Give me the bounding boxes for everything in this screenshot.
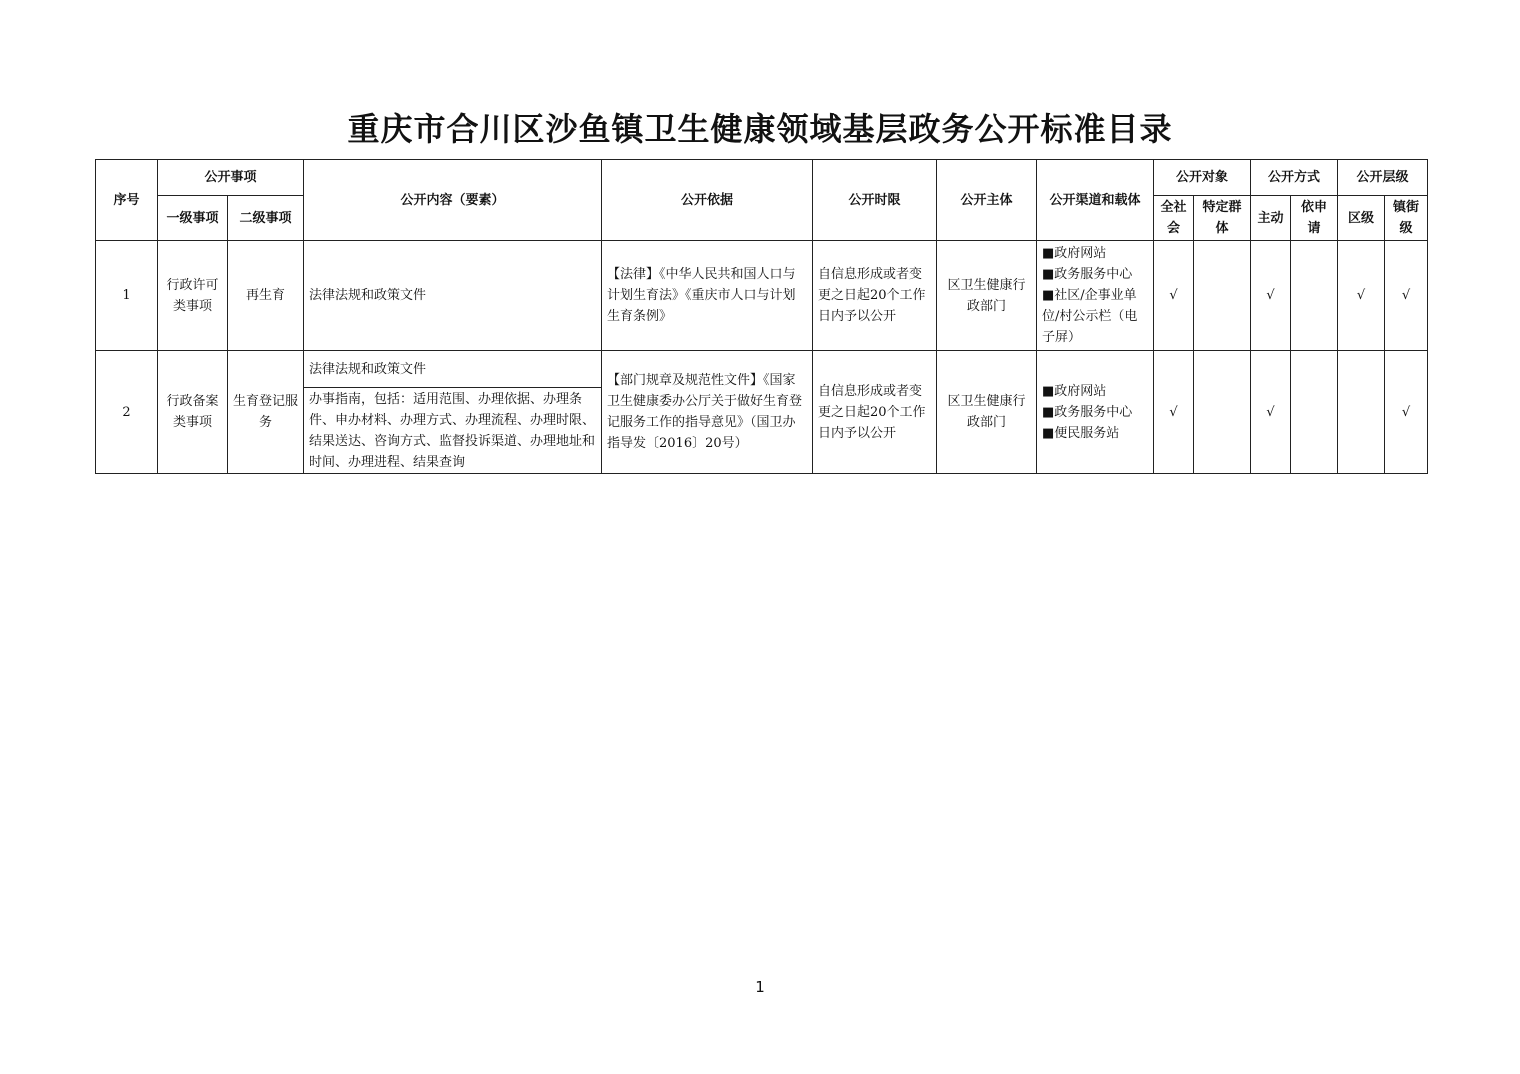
row-channels: [1037, 351, 1154, 474]
row-channels: [1037, 241, 1154, 351]
channel-item: ■政务服务中心: [1042, 404, 1133, 420]
channel-item: ■政务服务中心: [1042, 267, 1133, 282]
check-level-town: √: [1385, 241, 1428, 351]
header-mode: 公开方式: [1251, 160, 1338, 196]
check-target-all: √: [1154, 351, 1194, 474]
header-level-district: 区级: [1338, 196, 1385, 241]
row-basis: 【法律】《中华人民共和国人口与计划生育法》《重庆市人口与计划生育条例》: [602, 241, 813, 351]
check-mode-active: √: [1251, 351, 1291, 474]
check-level-town: √: [1385, 351, 1428, 474]
channel-item: ■社区/企事业单位/村公示栏（电子屏）: [1042, 288, 1138, 345]
header-basis: 公开依据: [602, 160, 813, 241]
check-level-district: [1338, 351, 1385, 474]
header-level1: 一级事项: [158, 196, 228, 241]
check-mode-request: [1291, 351, 1338, 474]
catalog-table: [95, 159, 1428, 474]
row-period: 自信息形成或者变更之日起20个工作日内予以公开: [813, 241, 937, 351]
check-target-specific: [1194, 351, 1251, 474]
header-level2: 二级事项: [228, 196, 304, 241]
header-level: 公开层级: [1338, 160, 1428, 196]
check-target-all: √: [1154, 241, 1194, 351]
check-mode-active: √: [1251, 241, 1291, 351]
channel-item: ■便民服务站: [1042, 425, 1120, 441]
row-basis: 【部门规章及规范性文件】《国家卫生健康委办公厅关于做好生育登记服务工作的指导意见》（国卫办指导发〔2016〕20号）: [602, 351, 813, 474]
row-subject: 区卫生健康行政部门: [937, 241, 1037, 351]
row-level2: 再生育: [228, 241, 304, 351]
table-row: [96, 351, 1428, 388]
header-target: 公开对象: [1154, 160, 1251, 196]
header-subject: 公开主体: [937, 160, 1037, 241]
header-period: 公开时限: [813, 160, 937, 241]
row-content: 法律法规和政策文件: [304, 351, 602, 388]
header-mode-active: 主动: [1251, 196, 1291, 241]
document-title: 重庆市合川区沙鱼镇卫生健康领域基层政务公开标准目录: [347, 110, 1173, 148]
check-target-specific: [1194, 241, 1251, 351]
header-level-town: 镇街级: [1385, 196, 1428, 241]
check-mode-request: [1291, 241, 1338, 351]
row-content: 法律法规和政策文件: [304, 241, 602, 351]
channel-item: ■政府网站: [1042, 383, 1107, 399]
page-number: 1: [755, 978, 765, 996]
row-level2: 生育登记服务: [228, 351, 304, 474]
header-seq: 序号: [96, 160, 158, 241]
row-level1: 行政许可类事项: [158, 241, 228, 351]
row-period: 自信息形成或者变更之日起20个工作日内予以公开: [813, 351, 937, 474]
channel-item: ■政府网站: [1042, 246, 1107, 261]
row-seq: 2: [96, 351, 158, 474]
check-level-district: √: [1338, 241, 1385, 351]
row-seq: 1: [96, 241, 158, 351]
header-items: 公开事项: [158, 160, 304, 196]
table-header: [96, 160, 1428, 241]
header-target-specific: 特定群体: [1194, 196, 1251, 241]
header-target-all: 全社会: [1154, 196, 1194, 241]
row-level1: 行政备案类事项: [158, 351, 228, 474]
row-subject: 区卫生健康行政部门: [937, 351, 1037, 474]
header-content: 公开内容（要素）: [304, 160, 602, 241]
header-channel: 公开渠道和载体: [1037, 160, 1154, 241]
row-content: 办事指南，包括：适用范围、办理依据、办理条件、申办材料、办理方式、办理流程、办理时限、结果送达、咨询方式、监督投诉渠道、办理地址和时间、办理进程、结果查询: [304, 388, 602, 474]
header-mode-request: 依申请: [1291, 196, 1338, 241]
table-row: [96, 241, 1428, 351]
